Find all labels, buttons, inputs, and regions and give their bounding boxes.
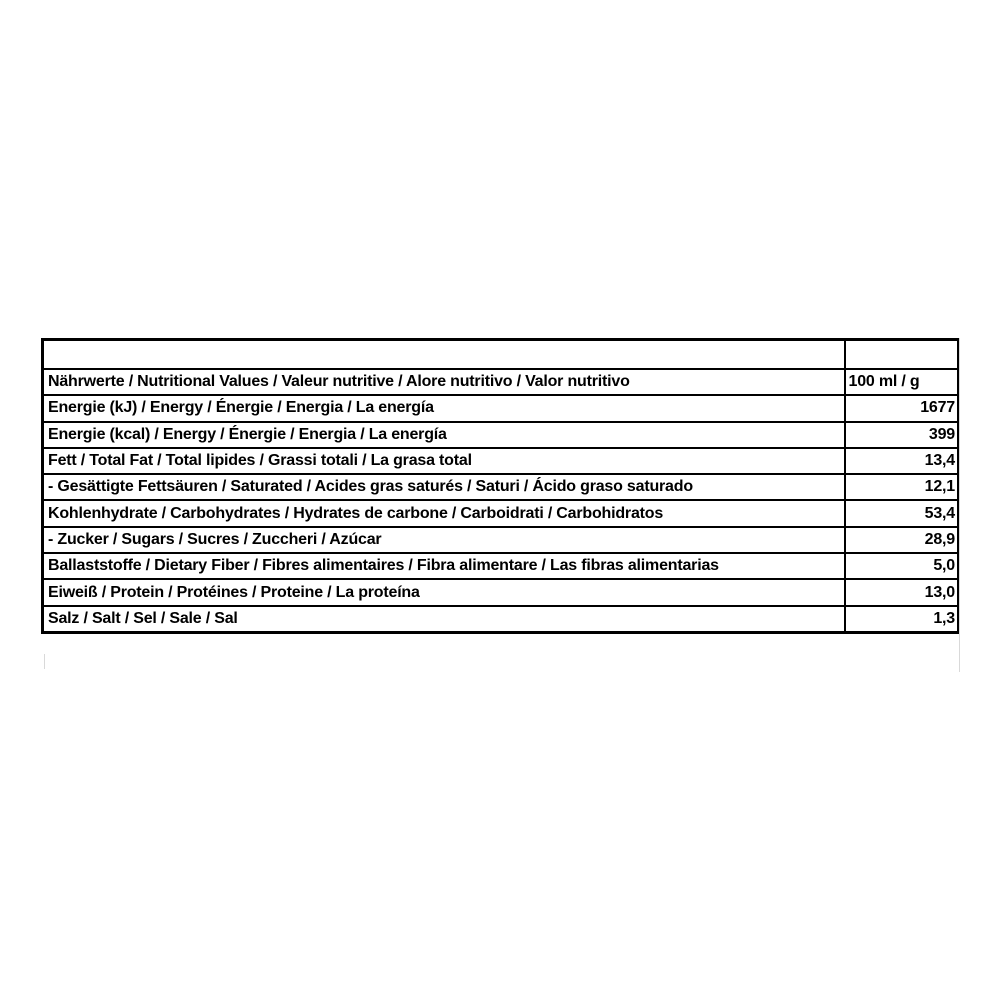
row-label-cell: Fett / Total Fat / Total lipides / Grassi totali / La grasa total (43, 448, 845, 474)
table-row-salt (43, 606, 959, 633)
row-value-cell: 1677 (845, 395, 959, 421)
nutrition-table-container (41, 338, 960, 634)
header-row (43, 369, 959, 395)
row-value-cell: 13,4 (845, 448, 959, 474)
header-label-cell: Nährwerte / Nutritional Values / Valeur nutritive / Alore nutritivo / Valor nutritivo (43, 369, 845, 395)
table-row-sugars (43, 527, 959, 553)
row-value-cell: 53,4 (845, 500, 959, 526)
spreadsheet-gridline-right (959, 338, 960, 672)
empty-row (43, 340, 959, 370)
row-value-cell: 28,9 (845, 527, 959, 553)
table-row-protein (43, 579, 959, 605)
row-label-cell: - Zucker / Sugars / Sucres / Zuccheri / Azúcar (43, 527, 845, 553)
row-label-cell: - Gesättigte Fettsäuren / Saturated / Acides gras saturés / Saturi / Ácido graso saturado (43, 474, 845, 500)
row-label-cell: Salz / Salt / Sel / Sale / Sal (43, 606, 845, 633)
table-row-energy-kj (43, 395, 959, 421)
row-label-cell: Eiweiß / Protein / Protéines / Proteine / La proteína (43, 579, 845, 605)
spreadsheet-gridline-bottom-left (44, 654, 45, 669)
row-label-cell: Energie (kJ) / Energy / Énergie / Energia / La energía (43, 395, 845, 421)
row-label-cell: Kohlenhydrate / Carbohydrates / Hydrates de carbone / Carboidrati / Carbohidratos (43, 500, 845, 526)
row-label-cell: Energie (kcal) / Energy / Énergie / Energia / La energía (43, 422, 845, 448)
row-value-cell: 5,0 (845, 553, 959, 579)
empty-label-cell (43, 340, 845, 370)
empty-value-cell (845, 340, 959, 370)
table-row-saturated-fat (43, 474, 959, 500)
row-value-cell: 399 (845, 422, 959, 448)
table-row-fat (43, 448, 959, 474)
header-value-cell: 100 ml / g (845, 369, 959, 395)
row-label-cell: Ballaststoffe / Dietary Fiber / Fibres alimentaires / Fibra alimentare / Las fibras alimentarias (43, 553, 845, 579)
nutrition-table (41, 338, 960, 634)
row-value-cell: 1,3 (845, 606, 959, 633)
table-row-fiber (43, 553, 959, 579)
row-value-cell: 12,1 (845, 474, 959, 500)
table-row-carbohydrates (43, 500, 959, 526)
row-value-cell: 13,0 (845, 579, 959, 605)
table-row-energy-kcal (43, 422, 959, 448)
